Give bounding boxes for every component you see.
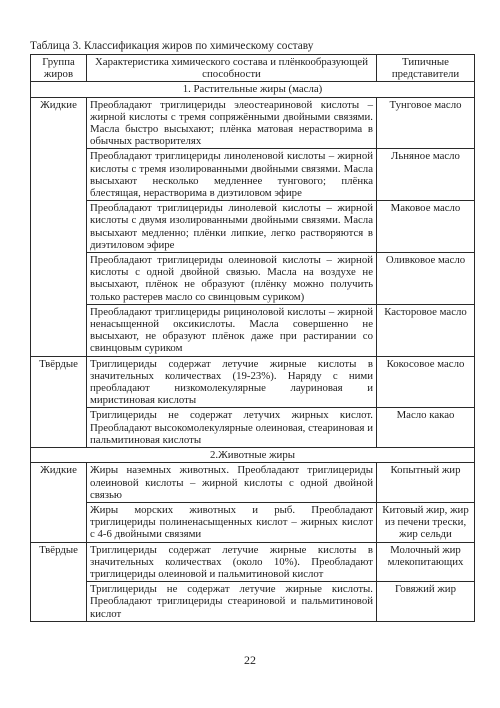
characteristic-cell: Триглицериды не содержат летучие жирные кислоты. Преобладают триглицериды стеариновой и пальмитиновой кислот [87, 582, 377, 622]
header-group: Группа жиров [31, 55, 87, 82]
example-cell: Оливковое масло [377, 253, 475, 305]
fats-classification-table [30, 54, 475, 622]
characteristic-cell: Триглицериды не содержат летучих жирных кислот. Преобладают высокомолекулярные олеиновая, стеариновая и пальмитиновая кислоты [87, 408, 377, 448]
table-row [31, 356, 475, 408]
page-number: 22 [244, 653, 256, 667]
table-header-row [31, 55, 475, 82]
example-cell: Молочный жир млекопитающих [377, 542, 475, 582]
example-cell: Копытный жир [377, 463, 475, 503]
characteristic-cell: Триглицериды содержат летучие жирные кислоты в значительных количествах (около 10%). Преобладают триглицериды олеиновой и пальмитиновой кислот [87, 542, 377, 582]
table-row [31, 253, 475, 305]
table-row [31, 97, 475, 149]
table-row [31, 463, 475, 503]
characteristic-cell: Жиры морских животных и рыб. Преобладают триглицериды полиненасыщенных кислот – жирных кислот с 4-6 двойными связями [87, 502, 377, 542]
header-examples: Типичные представители [377, 55, 475, 82]
characteristic-cell: Преобладают триглицериды элеостеариновой кислоты – жирной кислоты с тремя сопряжёнными двойными связями. Масла быстро высыхают; плёнка матовая нерастворима в обычных растворителях [87, 97, 377, 149]
table-row [31, 408, 475, 448]
characteristic-cell: Жиры наземных животных. Преобладают триглицериды олеиновой кислоты – жирной кислоты с одной двойной связью [87, 463, 377, 503]
table-caption: Таблица 3. Классификация жиров по химическому составу [30, 40, 314, 52]
table-row [31, 201, 475, 253]
section-title: 2.Животные жиры [31, 448, 475, 463]
group-cell: Твёрдые [31, 542, 87, 621]
section-row [31, 82, 475, 97]
example-cell: Маковое масло [377, 201, 475, 253]
header-characteristic: Характеристика химического состава и плёнкообразующей способности [87, 55, 377, 82]
characteristic-cell: Преобладают триглицериды линолевой кислоты – жирной кислоты с двумя изолированными двойными связями. Масла высыхают медленно; плёнки липкие, легко растворяются в диэтиловом эфире [87, 201, 377, 253]
table-row [31, 582, 475, 622]
table-row [31, 149, 475, 201]
characteristic-cell: Преобладают триглицериды рициноловой кислоты – жирной ненасыщенной оксикислоты. Масла совершенно не высыхают, не образуют плёнок даже при растирании со свинцовым суриком [87, 304, 377, 356]
example-cell: Льняное масло [377, 149, 475, 201]
table-row [31, 542, 475, 582]
example-cell: Кокосовое масло [377, 356, 475, 408]
table-row [31, 304, 475, 356]
characteristic-cell: Преобладают триглицериды линоленовой кислоты – жирной кислоты с тремя изолированными двойными связями. Масла высыхают несколько медленнее тунгового; плёнка блестящая, нерастворима в диэтиловом эфире [87, 149, 377, 201]
page [30, 40, 474, 622]
characteristic-cell: Преобладают триглицериды олеиновой кислоты – жирной кислоты с одной двойной связью. Масла на воздухе не высыхают, плёнок не образуют (плёнку можно получить только растерев масло со свинцовым суриком) [87, 253, 377, 305]
group-cell: Твёрдые [31, 356, 87, 447]
characteristic-cell: Триглицериды содержат летучие жирные кислоты в значительных количествах (19-23%). Наряду с ними преобладают низкомолекулярные лауриновая и миристиновая кислоты [87, 356, 377, 408]
section-row [31, 448, 475, 463]
group-cell: Жидкие [31, 463, 87, 542]
example-cell: Тунговое масло [377, 97, 475, 149]
example-cell: Китовый жир, жир из печени трески, жир сельди [377, 502, 475, 542]
example-cell: Касторовое масло [377, 304, 475, 356]
example-cell: Говяжий жир [377, 582, 475, 622]
example-cell: Масло какао [377, 408, 475, 448]
section-title: 1. Растительные жиры (масла) [31, 82, 475, 97]
table-row [31, 502, 475, 542]
table-body [31, 82, 475, 621]
group-cell: Жидкие [31, 97, 87, 356]
